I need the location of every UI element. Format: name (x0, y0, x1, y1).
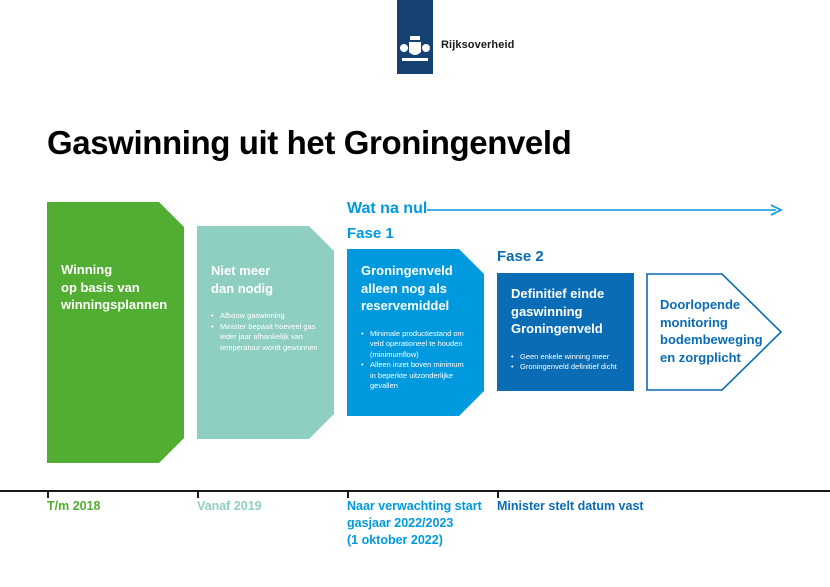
bullet-item: • Minister bepaalt hoeveel gas ieder jaar afhankelijk van temperatuur wordt gewonnen (211, 322, 318, 354)
fase-1-label: Fase 1 (347, 225, 394, 242)
stage-heading: Groningenveld alleen nog als reservemiddel (361, 263, 453, 313)
timeline-tick (47, 490, 49, 498)
stage-definitief-einde (497, 273, 634, 391)
stage-heading: Winning op basis van winningsplannen (61, 262, 168, 312)
stage-reservemiddel (347, 249, 484, 416)
timeline-label-2019: Vanaf 2019 (197, 499, 262, 513)
stage-shape (47, 202, 184, 463)
bullet-item: • Alleen inzet boven minimum in beperkte uitzonderlijke gevallen (361, 360, 468, 392)
stage-winning (47, 202, 184, 463)
timeline-axis (0, 490, 830, 492)
coat-of-arms-icon (399, 34, 431, 64)
stage-bullets (361, 329, 468, 392)
bullet-item: • Minimale productiestand om veld operationeel te houden (minimumflow) (361, 329, 468, 361)
stage-heading: Definitief einde gaswinning Groningenveld (511, 286, 605, 336)
arrow-right-icon (424, 203, 784, 217)
stage-doorlopende-monitoring (646, 273, 783, 391)
bullet-item: • Afbouw gaswinning (211, 311, 318, 322)
logo-text: Rijksoverheid (441, 39, 515, 51)
bullet-item: • Groningenveld definitief dicht (511, 362, 618, 373)
stage-niet-meer-dan-nodig (197, 226, 334, 439)
page-title: Gaswinning uit het Groningenveld (47, 124, 572, 161)
bullet-item: • Geen enkele winning meer (511, 352, 618, 363)
timeline-label-2018: T/m 2018 (47, 499, 101, 513)
timeline-tick (197, 490, 199, 498)
stage-heading: Niet meer dan nodig (211, 263, 274, 296)
wat-na-nul-label: Wat na nul (347, 200, 428, 217)
fase-2-label: Fase 2 (497, 248, 544, 265)
timeline-tick (347, 490, 349, 498)
timeline-tick (497, 490, 499, 498)
stage-bullets (511, 352, 618, 373)
stage-heading: Doorlopende monitoring bodembeweging en zorgplicht (660, 297, 763, 365)
stage-bullets (211, 311, 318, 353)
timeline-label-2022: Naar verwachting start gasjaar 2022/2023 (1 oktober 2022) (347, 499, 482, 547)
timeline-label-minister: Minister stelt datum vast (497, 499, 644, 513)
